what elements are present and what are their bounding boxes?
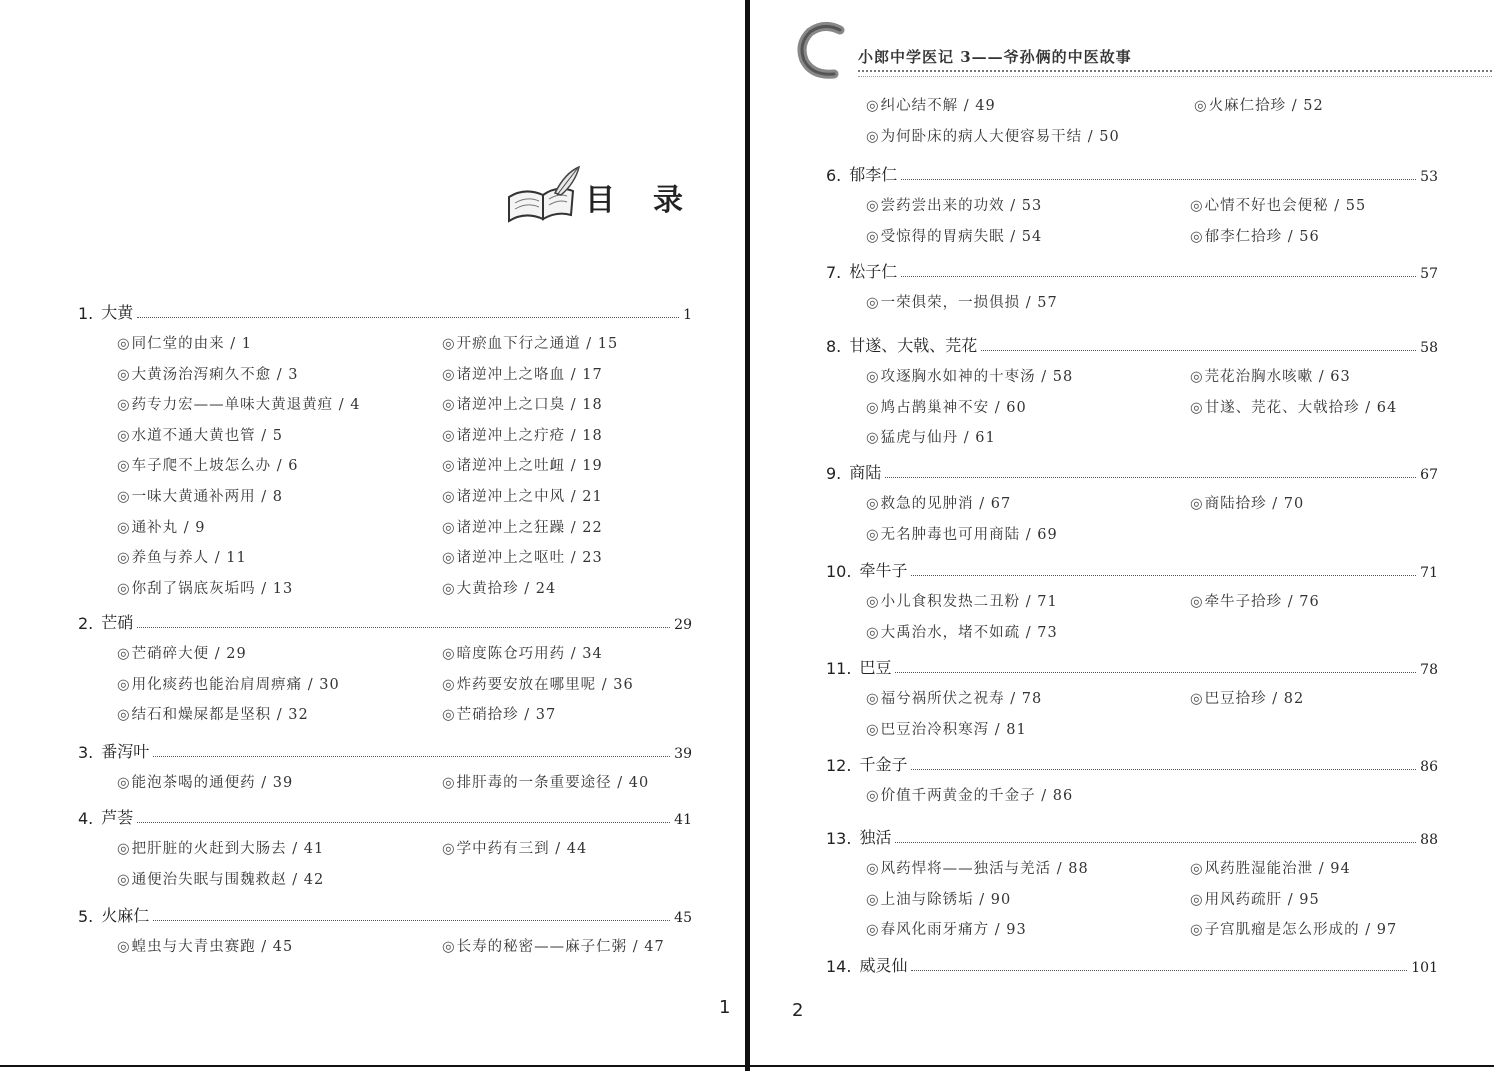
bullet-ring-icon: ◎	[117, 489, 131, 505]
entry-title: 能泡茶喝的通便药 / 39	[131, 775, 294, 791]
dot-leader	[901, 276, 1416, 277]
chapter-heading[interactable]	[826, 460, 1438, 483]
entry-title: 诸逆冲上之呕吐 / 23	[456, 550, 603, 567]
entry-title: 芒硝碎大便 / 29	[131, 646, 247, 662]
bullet-ring-icon: ◎	[866, 369, 880, 385]
bullet-ring-icon: ◎	[866, 399, 880, 416]
dot-leader	[911, 575, 1416, 576]
dot-leader	[911, 769, 1416, 770]
entry-title: 尝药尝出来的功效 / 53	[880, 198, 1043, 214]
chapter-page-number: 53	[1420, 169, 1438, 185]
bullet-ring-icon: ◎	[442, 336, 456, 352]
toc-entry[interactable]	[866, 365, 1073, 386]
toc-entry[interactable]	[866, 687, 1042, 708]
chapter-heading[interactable]	[78, 610, 692, 633]
toc-entry[interactable]	[442, 485, 603, 506]
bullet-ring-icon: ◎	[442, 397, 456, 414]
toc-entry[interactable]	[866, 396, 1027, 417]
dot-leader	[137, 627, 670, 628]
toc-entry[interactable]	[442, 577, 556, 598]
toc-entry[interactable]	[117, 424, 283, 445]
bullet-ring-icon: ◎	[866, 624, 880, 641]
chapter-page-number: 39	[674, 746, 692, 762]
toc-entry[interactable]	[866, 291, 1058, 312]
chapter-heading[interactable]	[78, 300, 692, 323]
entry-title: 炸药要安放在哪里呢 / 36	[456, 676, 634, 693]
bullet-ring-icon: ◎	[117, 458, 131, 475]
bullet-ring-icon: ◎	[866, 861, 880, 877]
entry-title: 诸逆冲上之疔疮 / 18	[456, 427, 603, 444]
bullet-ring-icon: ◎	[442, 676, 456, 693]
chapter-heading[interactable]	[78, 903, 692, 926]
entry-title: 用风药疏肝 / 95	[1204, 891, 1320, 908]
chapter-number: 9.	[826, 464, 842, 483]
bullet-ring-icon: ◎	[442, 580, 456, 597]
toc-entry[interactable]	[866, 784, 1073, 805]
bullet-ring-icon: ◎	[442, 841, 456, 857]
bullet-ring-icon: ◎	[866, 526, 880, 543]
entry-title: 一味大黄通补两用 / 8	[131, 489, 283, 505]
bullet-ring-icon: ◎	[117, 676, 131, 693]
toc-entry[interactable]	[1190, 590, 1320, 611]
chapter-number: 8.	[826, 337, 842, 356]
chapter-number: 1.	[78, 304, 94, 323]
toc-entry[interactable]	[866, 194, 1042, 215]
chapter-title: 独活	[859, 828, 892, 847]
bullet-ring-icon: ◎	[1190, 496, 1204, 512]
contents-heading	[505, 165, 721, 225]
entry-title: 猛虎与仙丹 / 61	[880, 430, 996, 447]
chapter-title: 番泻叶	[101, 742, 150, 761]
entry-title: 你刮了锅底灰垢吗 / 13	[131, 580, 294, 597]
entry-title: 春风化雨牙痛方 / 93	[880, 922, 1027, 939]
toc-entry[interactable]	[1190, 888, 1320, 909]
toc-entry[interactable]	[866, 94, 996, 115]
page-number-right: 2	[792, 1000, 804, 1021]
toc-entry[interactable]	[1190, 225, 1320, 246]
contents-title: 目录	[585, 183, 721, 218]
entry-title: 长寿的秘密——麻子仁粥 / 47	[456, 939, 665, 955]
running-header	[796, 20, 1456, 80]
chapter-heading[interactable]	[826, 752, 1438, 775]
toc-entry[interactable]	[866, 888, 1011, 909]
entry-title: 诸逆冲上之狂躁 / 22	[456, 519, 603, 536]
chapter-title: 牵牛子	[859, 561, 908, 580]
entry-title: 商陆拾珍 / 70	[1204, 496, 1305, 512]
entry-title: 排肝毒的一条重要途径 / 40	[456, 775, 650, 791]
entry-title: 结石和燥屎都是坚积 / 32	[131, 707, 309, 724]
chapter-title: 巴豆	[859, 658, 892, 677]
bullet-ring-icon: ◎	[442, 489, 456, 505]
entry-title: 小儿食积发热二丑粉 / 71	[880, 594, 1058, 610]
entry-title: 为何卧床的病人大便容易干结 / 50	[880, 129, 1120, 145]
entry-title: 无名肿毒也可用商陆 / 69	[880, 526, 1058, 543]
chapter-title: 火麻仁	[101, 906, 150, 925]
entry-title: 风药悍将——独活与羌活 / 88	[880, 861, 1089, 877]
bullet-ring-icon: ◎	[117, 550, 131, 567]
toc-entry[interactable]	[117, 454, 298, 475]
bullet-ring-icon: ◎	[442, 707, 456, 724]
bullet-ring-icon: ◎	[117, 646, 131, 662]
entry-title: 把肝脏的火赶到大肠去 / 41	[131, 841, 325, 857]
dot-leader	[137, 317, 679, 318]
entry-title: 心情不好也会便秘 / 55	[1204, 198, 1367, 214]
chapter-heading[interactable]	[826, 333, 1438, 356]
toc-entry[interactable]	[117, 642, 247, 663]
bullet-ring-icon: ◎	[1190, 198, 1204, 214]
entry-title: 蝗虫与大青虫赛跑 / 45	[131, 939, 294, 955]
entry-title: 暗度陈仓巧用药 / 34	[456, 646, 603, 662]
chapter-page-number: 101	[1411, 960, 1438, 976]
chapter-heading[interactable]	[826, 655, 1438, 678]
bullet-ring-icon: ◎	[1190, 399, 1204, 416]
toc-entry[interactable]	[442, 424, 603, 445]
toc-entry[interactable]	[866, 857, 1089, 878]
bullet-ring-icon: ◎	[866, 788, 880, 804]
bullet-ring-icon: ◎	[117, 336, 131, 352]
entry-title: 郁李仁拾珍 / 56	[1204, 228, 1320, 245]
entry-title: 大黄汤治泻痢久不愈 / 3	[131, 366, 299, 383]
entry-title: 芫花治胸水咳嗽 / 63	[1204, 369, 1351, 385]
entry-title: 巴豆治冷积寒泻 / 81	[880, 721, 1027, 738]
bullet-ring-icon: ◎	[442, 519, 456, 536]
toc-entry[interactable]	[117, 485, 283, 506]
chapter-number: 11.	[826, 659, 852, 678]
bullet-ring-icon: ◎	[117, 519, 131, 536]
left-page	[0, 0, 745, 1071]
chapter-number: 10.	[826, 562, 852, 581]
toc-entry[interactable]	[117, 393, 360, 414]
dot-leader	[911, 970, 1407, 971]
bullet-ring-icon: ◎	[1190, 922, 1204, 939]
toc-entry[interactable]	[866, 523, 1058, 544]
chapter-heading[interactable]	[826, 825, 1438, 848]
chapter-heading[interactable]	[78, 739, 692, 762]
bullet-ring-icon: ◎	[866, 198, 880, 214]
bullet-ring-icon: ◎	[866, 496, 880, 512]
bullet-ring-icon: ◎	[866, 691, 880, 707]
bullet-ring-icon: ◎	[117, 707, 131, 724]
bullet-ring-icon: ◎	[442, 775, 456, 791]
toc-entry[interactable]	[442, 363, 603, 384]
entry-title: 诸逆冲上之中风 / 21	[456, 489, 603, 505]
chapter-number: 5.	[78, 907, 94, 926]
bullet-ring-icon: ◎	[117, 397, 131, 414]
chapter-heading[interactable]	[826, 162, 1438, 185]
entry-title: 救急的见肿消 / 67	[880, 496, 1012, 512]
chapter-title: 芦荟	[101, 808, 134, 827]
chapter-title: 千金子	[859, 755, 908, 774]
chapter-number: 2.	[78, 614, 94, 633]
toc-entry[interactable]	[442, 771, 649, 792]
toc-entry[interactable]	[442, 546, 603, 567]
dot-leader	[895, 672, 1416, 673]
toc-entry[interactable]	[866, 492, 1011, 513]
chapter-heading[interactable]	[826, 259, 1438, 282]
entry-title: 大禹治水，堵不如疏 / 73	[880, 624, 1058, 641]
bullet-ring-icon: ◎	[117, 580, 131, 597]
toc-entry[interactable]	[442, 642, 603, 663]
toc-entry[interactable]	[117, 577, 293, 598]
chapter-title: 芒硝	[101, 613, 134, 632]
toc-entry[interactable]	[442, 935, 665, 956]
chapter-title: 商陆	[849, 463, 882, 482]
entry-title: 用化痰药也能治肩周痹痛 / 30	[131, 676, 340, 693]
chapter-number: 7.	[826, 263, 842, 282]
toc-entry[interactable]	[866, 621, 1058, 642]
entry-title: 通便治失眠与围魏救赵 / 42	[131, 871, 325, 888]
toc-entry[interactable]	[866, 918, 1027, 939]
toc-entry[interactable]	[1190, 857, 1351, 878]
toc-entry[interactable]	[866, 225, 1042, 246]
chapter-heading[interactable]	[826, 953, 1438, 976]
chapter-title: 松子仁	[849, 262, 898, 281]
entry-title: 学中药有三到 / 44	[456, 841, 588, 857]
toc-entry[interactable]	[442, 454, 603, 475]
entry-title: 牵牛子拾珍 / 76	[1204, 594, 1320, 610]
entry-title: 一荣俱荣，一损俱损 / 57	[880, 295, 1058, 311]
chapter-number: 3.	[78, 743, 94, 762]
open-book-feather-icon	[505, 165, 583, 225]
bullet-ring-icon: ◎	[866, 295, 880, 311]
bullet-ring-icon: ◎	[117, 427, 131, 444]
entry-title: 诸逆冲上之咯血 / 17	[456, 366, 603, 383]
chapter-page-number: 41	[674, 812, 692, 828]
entry-title: 开瘀血下行之通道 / 15	[456, 336, 619, 352]
chapter-title: 郁李仁	[849, 165, 898, 184]
bullet-ring-icon: ◎	[866, 721, 880, 738]
entry-title: 受惊得的胃病失眠 / 54	[880, 228, 1043, 245]
book-series-title: 小郎中学医记 3——爷孙俩的中医故事	[858, 48, 1132, 66]
bullet-ring-icon: ◎	[117, 366, 131, 383]
toc-entry[interactable]	[866, 718, 1027, 739]
page-bottom-edge	[0, 1065, 1494, 1067]
entry-title: 攻逐胸水如神的十枣汤 / 58	[880, 369, 1074, 385]
dot-leader	[885, 477, 1416, 478]
chapter-page-number: 71	[1420, 565, 1438, 581]
toc-entry[interactable]	[117, 935, 293, 956]
toc-entry[interactable]	[117, 673, 340, 694]
bullet-ring-icon: ◎	[442, 366, 456, 383]
bullet-ring-icon: ◎	[1190, 228, 1204, 245]
bullet-ring-icon: ◎	[1190, 861, 1204, 877]
entry-title: 上油与除锈垢 / 90	[880, 891, 1012, 908]
bullet-ring-icon: ◎	[117, 871, 131, 888]
toc-entry[interactable]	[117, 363, 298, 384]
toc-entry[interactable]	[117, 771, 293, 792]
entry-title: 通补丸 / 9	[131, 519, 206, 536]
bullet-ring-icon: ◎	[866, 922, 880, 939]
bullet-ring-icon: ◎	[866, 228, 880, 245]
entry-title: 养鱼与养人 / 11	[131, 550, 247, 567]
toc-entry[interactable]	[866, 426, 996, 447]
chapter-page-number: 88	[1420, 832, 1438, 848]
entry-title: 子宫肌瘤是怎么形成的 / 97	[1204, 922, 1398, 939]
dot-leader	[153, 920, 670, 921]
toc-entry[interactable]	[442, 837, 587, 858]
entry-title: 巴豆拾珍 / 82	[1204, 691, 1305, 707]
dot-leader	[981, 350, 1416, 351]
toc-entry[interactable]	[1194, 94, 1324, 115]
toc-entry[interactable]	[117, 332, 252, 353]
entry-title: 药专力宏——单味大黄退黄疸 / 4	[131, 397, 361, 414]
entry-title: 大黄拾珍 / 24	[456, 580, 557, 597]
dot-leader	[137, 822, 670, 823]
entry-title: 同仁堂的由来 / 1	[131, 336, 252, 352]
bullet-ring-icon: ◎	[442, 427, 456, 444]
entry-title: 诸逆冲上之口臭 / 18	[456, 397, 603, 414]
entry-title: 诸逆冲上之吐衄 / 19	[456, 458, 603, 475]
entry-title: 价值千两黄金的千金子 / 86	[880, 788, 1074, 804]
chapter-number: 4.	[78, 809, 94, 828]
brush-circle-logo-icon	[796, 20, 856, 80]
bullet-ring-icon: ◎	[866, 594, 880, 610]
right-page	[750, 0, 1494, 1071]
bullet-ring-icon: ◎	[117, 939, 131, 955]
toc-entry[interactable]	[1190, 194, 1366, 215]
page-number-left: 1	[719, 997, 731, 1018]
chapter-number: 14.	[826, 957, 852, 976]
bullet-ring-icon: ◎	[442, 458, 456, 475]
toc-entry[interactable]	[1190, 365, 1351, 386]
dot-leader	[901, 179, 1416, 180]
bullet-ring-icon: ◎	[1190, 594, 1204, 610]
entry-title: 甘遂、芫花、大戟拾珍 / 64	[1204, 399, 1398, 416]
toc-entry[interactable]	[866, 125, 1120, 146]
chapter-number: 6.	[826, 166, 842, 185]
chapter-page-number: 1	[683, 307, 692, 323]
toc-entry[interactable]	[1190, 396, 1397, 417]
toc-entry[interactable]	[1190, 687, 1304, 708]
header-divider	[858, 70, 1492, 77]
chapter-heading[interactable]	[826, 558, 1438, 581]
toc-entry[interactable]	[117, 546, 247, 567]
toc-entry[interactable]	[442, 332, 618, 353]
toc-entry[interactable]	[442, 516, 603, 537]
chapter-heading[interactable]	[78, 805, 692, 828]
bullet-ring-icon: ◎	[1190, 691, 1204, 707]
bullet-ring-icon: ◎	[442, 939, 456, 955]
chapter-page-number: 78	[1420, 662, 1438, 678]
chapter-title: 大黄	[101, 303, 134, 322]
entry-title: 芒硝拾珍 / 37	[456, 707, 557, 724]
chapter-number: 12.	[826, 756, 852, 775]
chapter-title: 甘遂、大戟、芫花	[849, 336, 978, 355]
bullet-ring-icon: ◎	[117, 775, 131, 791]
bullet-ring-icon: ◎	[1190, 891, 1204, 908]
entry-title: 鸠占鹊巢神不安 / 60	[880, 399, 1027, 416]
toc-entry[interactable]	[442, 703, 556, 724]
chapter-page-number: 67	[1420, 467, 1438, 483]
chapter-title: 威灵仙	[859, 956, 908, 975]
bullet-ring-icon: ◎	[866, 98, 880, 114]
chapter-page-number: 58	[1420, 340, 1438, 356]
bullet-ring-icon: ◎	[866, 430, 880, 447]
bullet-ring-icon: ◎	[866, 129, 880, 145]
chapter-page-number: 57	[1420, 266, 1438, 282]
entry-title: 火麻仁拾珍 / 52	[1208, 98, 1324, 114]
toc-entry[interactable]	[866, 590, 1058, 611]
bullet-ring-icon: ◎	[117, 841, 131, 857]
toc-entry[interactable]	[442, 393, 603, 414]
toc-entry[interactable]	[117, 516, 206, 537]
bullet-ring-icon: ◎	[1190, 369, 1204, 385]
toc-entry[interactable]	[1190, 492, 1304, 513]
entry-title: 风药胜湿能治泄 / 94	[1204, 861, 1351, 877]
chapter-page-number: 45	[674, 910, 692, 926]
entry-title: 车子爬不上坡怎么办 / 6	[131, 458, 299, 475]
bullet-ring-icon: ◎	[442, 646, 456, 662]
entry-title: 水道不通大黄也管 / 5	[131, 427, 283, 444]
entry-title: 福兮祸所伏之祝寿 / 78	[880, 691, 1043, 707]
bullet-ring-icon: ◎	[866, 891, 880, 908]
toc-entry[interactable]	[1190, 918, 1397, 939]
dot-leader	[895, 842, 1416, 843]
bullet-ring-icon: ◎	[1194, 98, 1208, 114]
toc-entry[interactable]	[117, 703, 309, 724]
bullet-ring-icon: ◎	[442, 550, 456, 567]
dot-leader	[153, 756, 670, 757]
toc-entry[interactable]	[117, 837, 324, 858]
chapter-page-number: 29	[674, 617, 692, 633]
toc-entry[interactable]	[117, 868, 324, 889]
chapter-page-number: 86	[1420, 759, 1438, 775]
chapter-number: 13.	[826, 829, 852, 848]
entry-title: 纠心结不解 / 49	[880, 98, 996, 114]
toc-entry[interactable]	[442, 673, 634, 694]
